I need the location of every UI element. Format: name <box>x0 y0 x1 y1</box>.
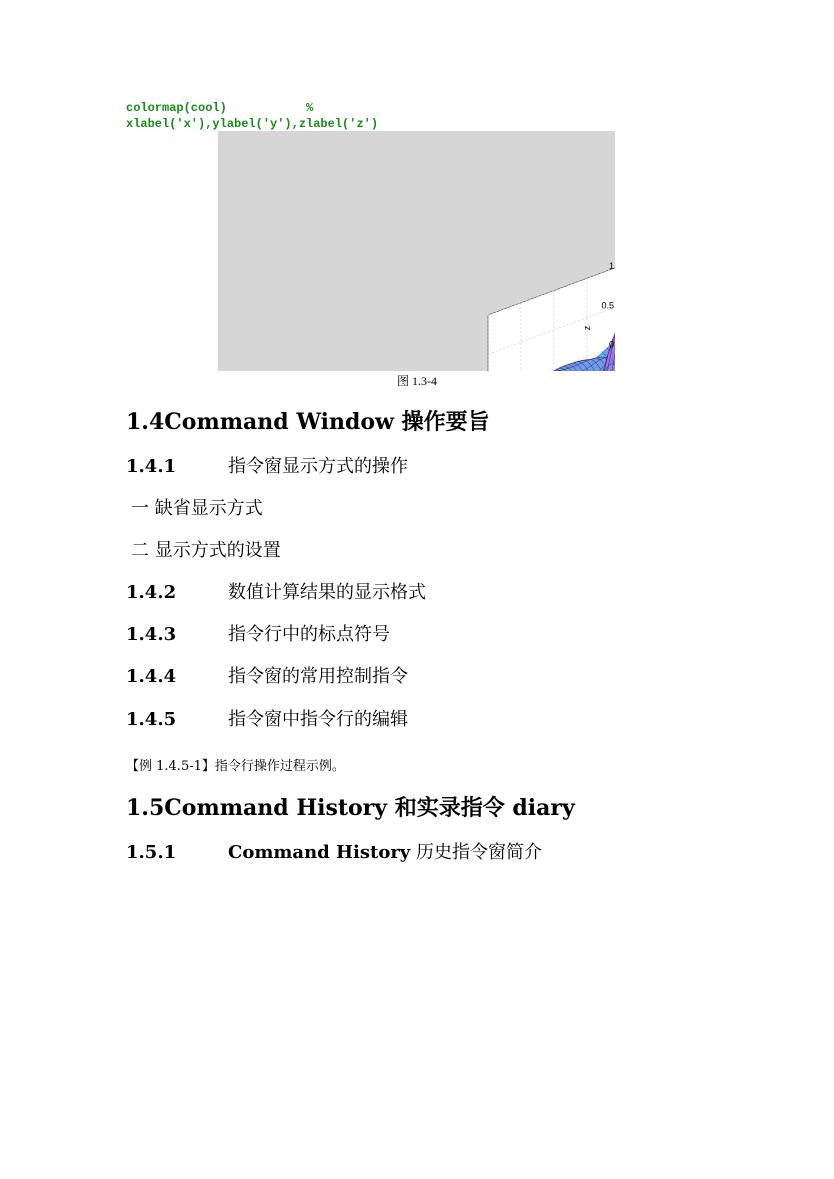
section-1-4-4-heading <box>126 662 408 688</box>
section-title: 指令窗中指令行的编辑 <box>228 709 408 730</box>
z-axis-label: z <box>582 325 592 331</box>
section-1-5-heading <box>126 791 575 822</box>
section-1-4-2-heading <box>126 578 426 604</box>
section-number: 1.4.1 <box>126 456 177 477</box>
plot-gridlines <box>488 266 615 371</box>
section-title-bold: Command History <box>228 842 411 863</box>
section-number: 1.4 <box>126 409 165 435</box>
z-tick-label: 0 <box>608 339 614 350</box>
section-number: 1.5 <box>126 795 165 821</box>
section-1-4-5-heading <box>126 705 408 731</box>
section-title: Command Window 操作要旨 <box>164 409 490 435</box>
section-number: 1.4.2 <box>126 582 177 603</box>
section-number: 1.5.1 <box>126 842 177 863</box>
code-line-labels: xlabel('x'),ylabel('y'),zlabel('z') <box>126 117 379 131</box>
code-line-colormap: colormap(cool) % <box>126 101 314 115</box>
section-number: 1.4.3 <box>126 624 177 645</box>
section-title <box>228 842 542 863</box>
subsection-item-2: 二 显示方式的设置 <box>131 540 281 561</box>
section-title: Command History 和实录指令 diary <box>164 795 575 821</box>
z-tick-label: 0.5 <box>601 300 614 311</box>
example-caption: 【例 1.4.5-1】指令行操作过程示例。 <box>126 759 345 774</box>
section-title-rest: 历史指令窗简介 <box>410 842 543 863</box>
section-title: 指令窗显示方式的操作 <box>228 456 408 477</box>
figure-caption: 图 1.3-4 <box>397 374 437 388</box>
section-1-5-1-heading <box>126 838 542 864</box>
section-title: 指令行中的标点符号 <box>228 624 390 645</box>
side-pane <box>488 266 615 371</box>
section-number: 1.4.4 <box>126 666 177 687</box>
section-1-4-3-heading <box>126 620 390 646</box>
section-number: 1.4.5 <box>126 709 177 730</box>
section-1-4-1-heading <box>126 452 408 478</box>
section-title: 数值计算结果的显示格式 <box>228 582 426 603</box>
surface-plot <box>218 131 615 371</box>
surface-plot-figure <box>218 131 615 371</box>
subsection-item-1: 一 缺省显示方式 <box>131 498 263 519</box>
section-title: 指令窗的常用控制指令 <box>228 666 408 687</box>
section-1-4-heading <box>126 405 490 436</box>
z-tick-label: 1 <box>608 261 614 271</box>
